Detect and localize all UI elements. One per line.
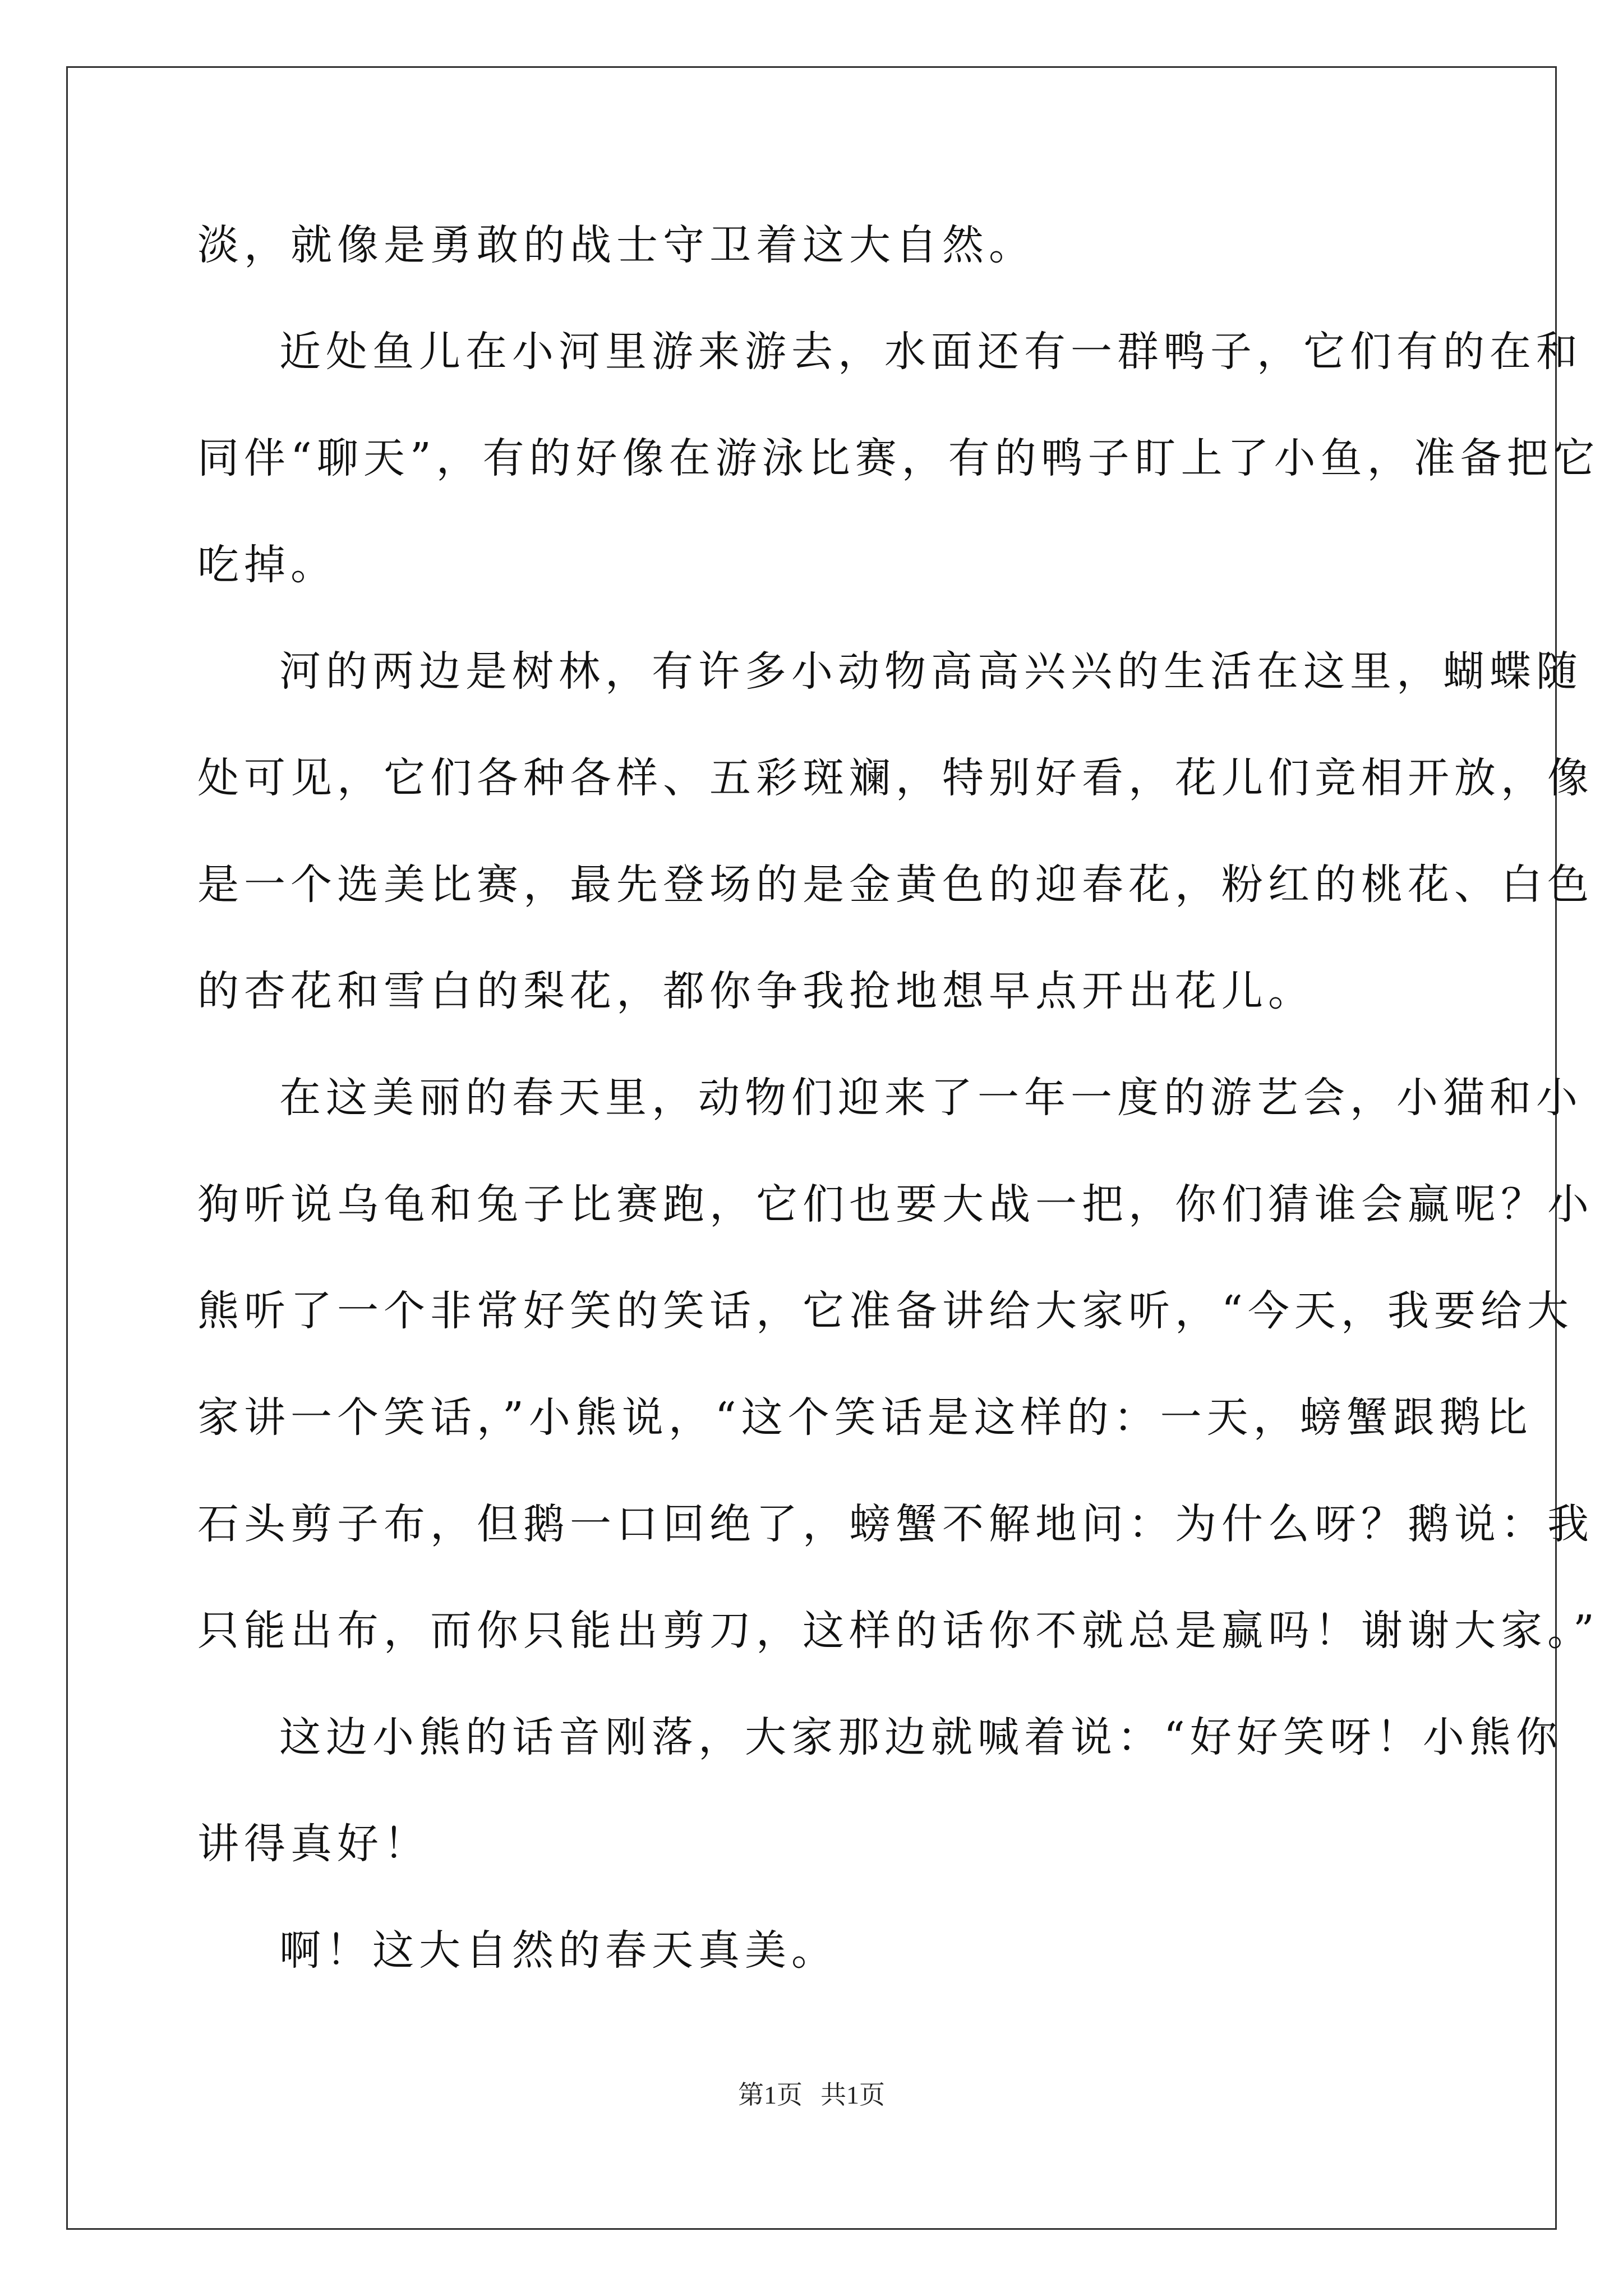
text-line: 处可见，它们各种各样、五彩斑斓，特别好看，花儿们竞相开放，像: [197, 754, 1594, 802]
text-line: 只能出布，而你只能出剪刀，这样的话你不就总是赢吗！谢谢大家。”: [197, 1607, 1599, 1655]
paragraph-first-line: 在这美丽的春天里，动物们迎来了一年一度的游艺会，小猫和小: [279, 1074, 1583, 1122]
text-line: 的杏花和雪白的梨花，都你争我抢地想早点开出花儿。: [197, 967, 1315, 1015]
page-number-current: 第1页: [738, 2081, 803, 2109]
text-line: 吃掉。: [197, 541, 337, 589]
paragraph-first-line: 这边小熊的话音刚落，大家那边就喊着说：“好好笑呀！小熊你: [279, 1713, 1562, 1761]
text-line: 同伴“聊天”，有的好像在游泳比赛，有的鸭子盯上了小鱼，准备把它: [197, 434, 1600, 482]
page-footer: [0, 2078, 1623, 2112]
text-line: 狗听说乌龟和兔子比赛跑，它们也要大战一把，你们猜谁会赢呢？小: [197, 1180, 1594, 1228]
page-number-total: 共1页: [820, 2081, 885, 2109]
text-line: 石头剪子布，但鹅一口回绝了，螃蟹不解地问：为什么呀？鹅说：我: [197, 1500, 1594, 1548]
text-line: 淡，就像是勇敢的战士守卫着这大自然。: [197, 221, 1035, 269]
paragraph-first-line: 近处鱼儿在小河里游来游去，水面还有一群鸭子，它们有的在和: [279, 328, 1583, 376]
paragraph-first-line: 啊！这大自然的春天真美。: [279, 1926, 838, 1975]
text-line: 是一个选美比赛，最先登场的是金黄色的迎春花，粉红的桃花、白色: [197, 861, 1594, 909]
page-border: [66, 66, 1557, 2230]
text-line: 家讲一个笑话，”小熊说，“这个笑话是这样的：一天，螃蟹跟鹅比: [197, 1393, 1533, 1442]
text-line: 讲得真好！: [197, 1820, 430, 1868]
text-line: 熊听了一个非常好笑的笑话，它准备讲给大家听，“今天，我要给大: [197, 1287, 1574, 1335]
paragraph-first-line: 河的两边是树林，有许多小动物高高兴兴的生活在这里，蝴蝶随: [279, 647, 1583, 696]
